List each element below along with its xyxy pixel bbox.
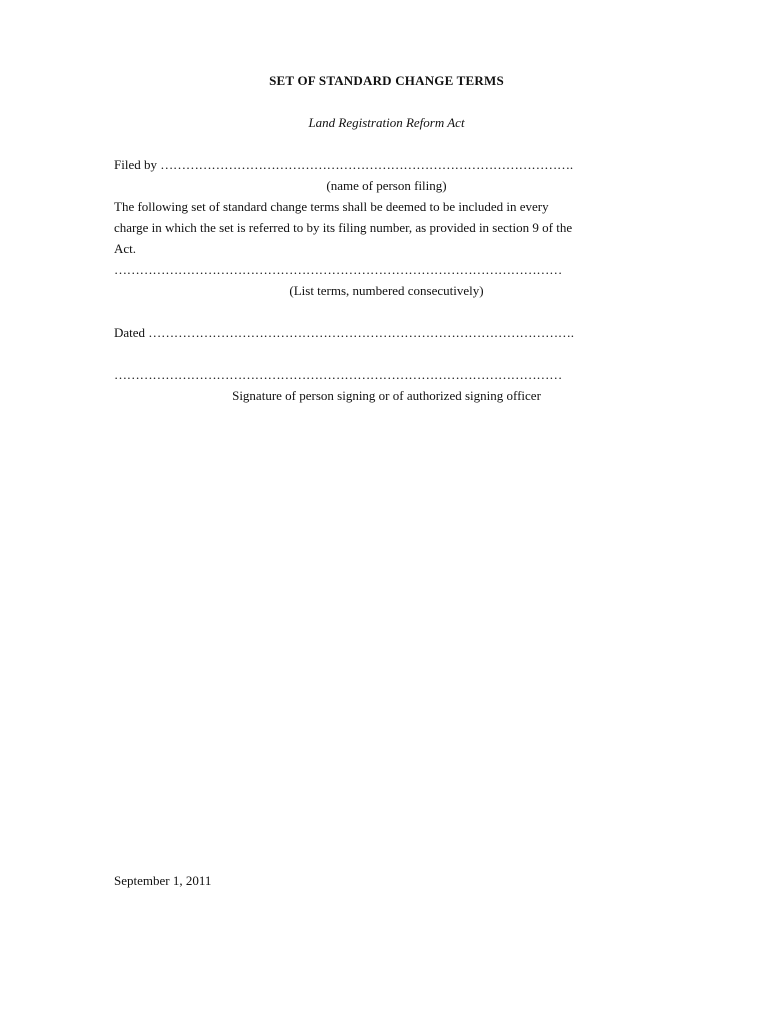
filed-by-caption: (name of person filing) (326, 178, 447, 193)
signature-blank: …………………………………………………………………………………………… (114, 367, 563, 382)
signature-caption: Signature of person signing or of authorized signing officer (232, 388, 541, 403)
dated-label: Dated (114, 325, 146, 340)
filed-by-label: Filed by (114, 157, 157, 172)
body-text-line: charge in which the set is referred to by its filing number, as provided in section 9 of the (114, 220, 573, 235)
body-text-line: Act. (114, 241, 137, 256)
document-title: SET OF STANDARD CHANGE TERMS (269, 73, 504, 88)
document-subtitle: Land Registration Reform Act (308, 115, 465, 130)
terms-caption: (List terms, numbered consecutively) (289, 283, 484, 298)
terms-blank: …………………………………………………………………………………………… (114, 262, 563, 277)
dated-blank: ………………………………………………………………………………………. (148, 325, 574, 340)
dated-line (114, 325, 659, 341)
filed-by-blank: ……………………………………………………………………………………. (160, 157, 573, 172)
body-text-line: The following set of standard change terms shall be deemed to be included in every (114, 199, 549, 214)
filed-by-line (114, 157, 659, 173)
footer-date: September 1, 2011 (114, 873, 212, 888)
